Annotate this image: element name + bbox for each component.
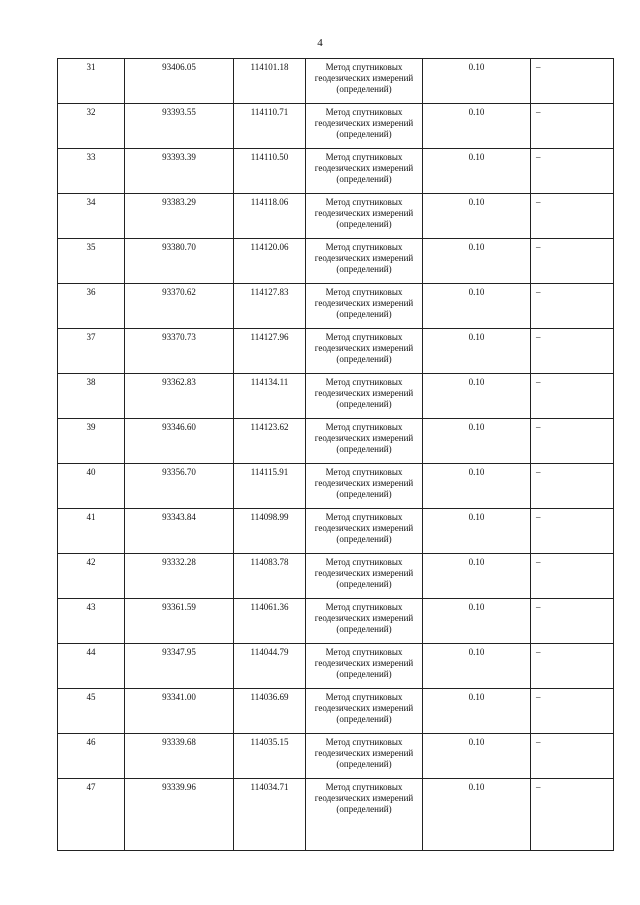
determination-method: Метод спутниковых геодезических измерений (определений) [306, 149, 423, 194]
coordinate-y: 114061.36 [234, 599, 306, 644]
table-row [58, 104, 614, 149]
point-number: 36 [58, 284, 125, 329]
point-description: – [531, 104, 614, 149]
coordinate-y: 114101.18 [234, 59, 306, 104]
accuracy-value: 0.10 [423, 644, 531, 689]
point-number: 45 [58, 689, 125, 734]
point-description: – [531, 689, 614, 734]
coordinate-y: 114034.71 [234, 779, 306, 851]
coordinate-y: 114110.50 [234, 149, 306, 194]
coordinate-x: 93370.73 [125, 329, 234, 374]
coordinate-x: 93343.84 [125, 509, 234, 554]
point-description: – [531, 419, 614, 464]
point-description: – [531, 464, 614, 509]
determination-method: Метод спутниковых геодезических измерений (определений) [306, 554, 423, 599]
coordinate-y: 114044.79 [234, 644, 306, 689]
point-number: 41 [58, 509, 125, 554]
point-number: 39 [58, 419, 125, 464]
coordinate-x: 93356.70 [125, 464, 234, 509]
table-row [58, 689, 614, 734]
determination-method: Метод спутниковых геодезических измерений (определений) [306, 509, 423, 554]
point-description: – [531, 59, 614, 104]
page-number: 4 [317, 37, 323, 49]
point-description: – [531, 194, 614, 239]
coordinate-x: 93339.68 [125, 734, 234, 779]
determination-method: Метод спутниковых геодезических измерений (определений) [306, 194, 423, 239]
accuracy-value: 0.10 [423, 689, 531, 734]
point-number: 44 [58, 644, 125, 689]
coordinate-x: 93347.95 [125, 644, 234, 689]
coordinate-y: 114127.83 [234, 284, 306, 329]
accuracy-value: 0.10 [423, 734, 531, 779]
coordinate-x: 93339.96 [125, 779, 234, 851]
determination-method: Метод спутниковых геодезических измерений (определений) [306, 689, 423, 734]
accuracy-value: 0.10 [423, 239, 531, 284]
point-number: 33 [58, 149, 125, 194]
table-row [58, 509, 614, 554]
point-description: – [531, 734, 614, 779]
table-row [58, 59, 614, 104]
coordinate-y: 114134.11 [234, 374, 306, 419]
accuracy-value: 0.10 [423, 779, 531, 851]
coordinate-x: 93406.05 [125, 59, 234, 104]
table-row [58, 599, 614, 644]
point-number: 40 [58, 464, 125, 509]
point-description: – [531, 554, 614, 599]
accuracy-value: 0.10 [423, 59, 531, 104]
coordinate-x: 93346.60 [125, 419, 234, 464]
coordinate-y: 114118.06 [234, 194, 306, 239]
determination-method: Метод спутниковых геодезических измерений (определений) [306, 734, 423, 779]
accuracy-value: 0.10 [423, 419, 531, 464]
coordinate-x: 93341.00 [125, 689, 234, 734]
table-row [58, 329, 614, 374]
point-number: 35 [58, 239, 125, 284]
point-description: – [531, 329, 614, 374]
coordinate-y: 114115.91 [234, 464, 306, 509]
coordinate-x: 93383.29 [125, 194, 234, 239]
point-description: – [531, 149, 614, 194]
point-number: 31 [58, 59, 125, 104]
coordinate-y: 114123.62 [234, 419, 306, 464]
table-row [58, 374, 614, 419]
table-row [58, 554, 614, 599]
coordinate-x: 93393.39 [125, 149, 234, 194]
point-number: 34 [58, 194, 125, 239]
coordinate-x: 93370.62 [125, 284, 234, 329]
accuracy-value: 0.10 [423, 104, 531, 149]
coordinate-x: 93362.83 [125, 374, 234, 419]
coordinate-y: 114083.78 [234, 554, 306, 599]
determination-method: Метод спутниковых геодезических измерений (определений) [306, 329, 423, 374]
determination-method: Метод спутниковых геодезических измерений (определений) [306, 419, 423, 464]
point-number: 43 [58, 599, 125, 644]
point-description: – [531, 644, 614, 689]
point-description: – [531, 374, 614, 419]
coordinate-y: 114127.96 [234, 329, 306, 374]
table-row [58, 734, 614, 779]
accuracy-value: 0.10 [423, 509, 531, 554]
table-row [58, 464, 614, 509]
accuracy-value: 0.10 [423, 149, 531, 194]
coordinate-x: 93361.59 [125, 599, 234, 644]
coordinate-y: 114110.71 [234, 104, 306, 149]
determination-method: Метод спутниковых геодезических измерений (определений) [306, 374, 423, 419]
determination-method: Метод спутниковых геодезических измерений (определений) [306, 239, 423, 284]
coordinate-y: 114035.15 [234, 734, 306, 779]
accuracy-value: 0.10 [423, 329, 531, 374]
table-row [58, 194, 614, 239]
accuracy-value: 0.10 [423, 464, 531, 509]
point-number: 46 [58, 734, 125, 779]
coordinate-x: 93380.70 [125, 239, 234, 284]
table-row [58, 149, 614, 194]
determination-method: Метод спутниковых геодезических измерений (определений) [306, 599, 423, 644]
determination-method: Метод спутниковых геодезических измерений (определений) [306, 644, 423, 689]
table-row [58, 779, 614, 851]
table-row [58, 419, 614, 464]
coordinate-x: 93393.55 [125, 104, 234, 149]
determination-method: Метод спутниковых геодезических измерений (определений) [306, 284, 423, 329]
point-number: 38 [58, 374, 125, 419]
point-number: 42 [58, 554, 125, 599]
coordinate-y: 114098.99 [234, 509, 306, 554]
point-number: 47 [58, 779, 125, 851]
determination-method: Метод спутниковых геодезических измерений (определений) [306, 104, 423, 149]
table-row [58, 239, 614, 284]
table-row [58, 284, 614, 329]
accuracy-value: 0.10 [423, 599, 531, 644]
coordinate-y: 114036.69 [234, 689, 306, 734]
point-description: – [531, 599, 614, 644]
point-description: – [531, 239, 614, 284]
point-number: 37 [58, 329, 125, 374]
accuracy-value: 0.10 [423, 554, 531, 599]
determination-method: Метод спутниковых геодезических измерений (определений) [306, 59, 423, 104]
point-number: 32 [58, 104, 125, 149]
coordinates-table [57, 58, 614, 851]
coordinate-y: 114120.06 [234, 239, 306, 284]
table-row [58, 644, 614, 689]
point-description: – [531, 509, 614, 554]
coordinate-x: 93332.28 [125, 554, 234, 599]
accuracy-value: 0.10 [423, 374, 531, 419]
accuracy-value: 0.10 [423, 284, 531, 329]
determination-method: Метод спутниковых геодезических измерений (определений) [306, 464, 423, 509]
accuracy-value: 0.10 [423, 194, 531, 239]
point-description: – [531, 779, 614, 851]
determination-method: Метод спутниковых геодезических измерений (определений) [306, 779, 423, 851]
point-description: – [531, 284, 614, 329]
